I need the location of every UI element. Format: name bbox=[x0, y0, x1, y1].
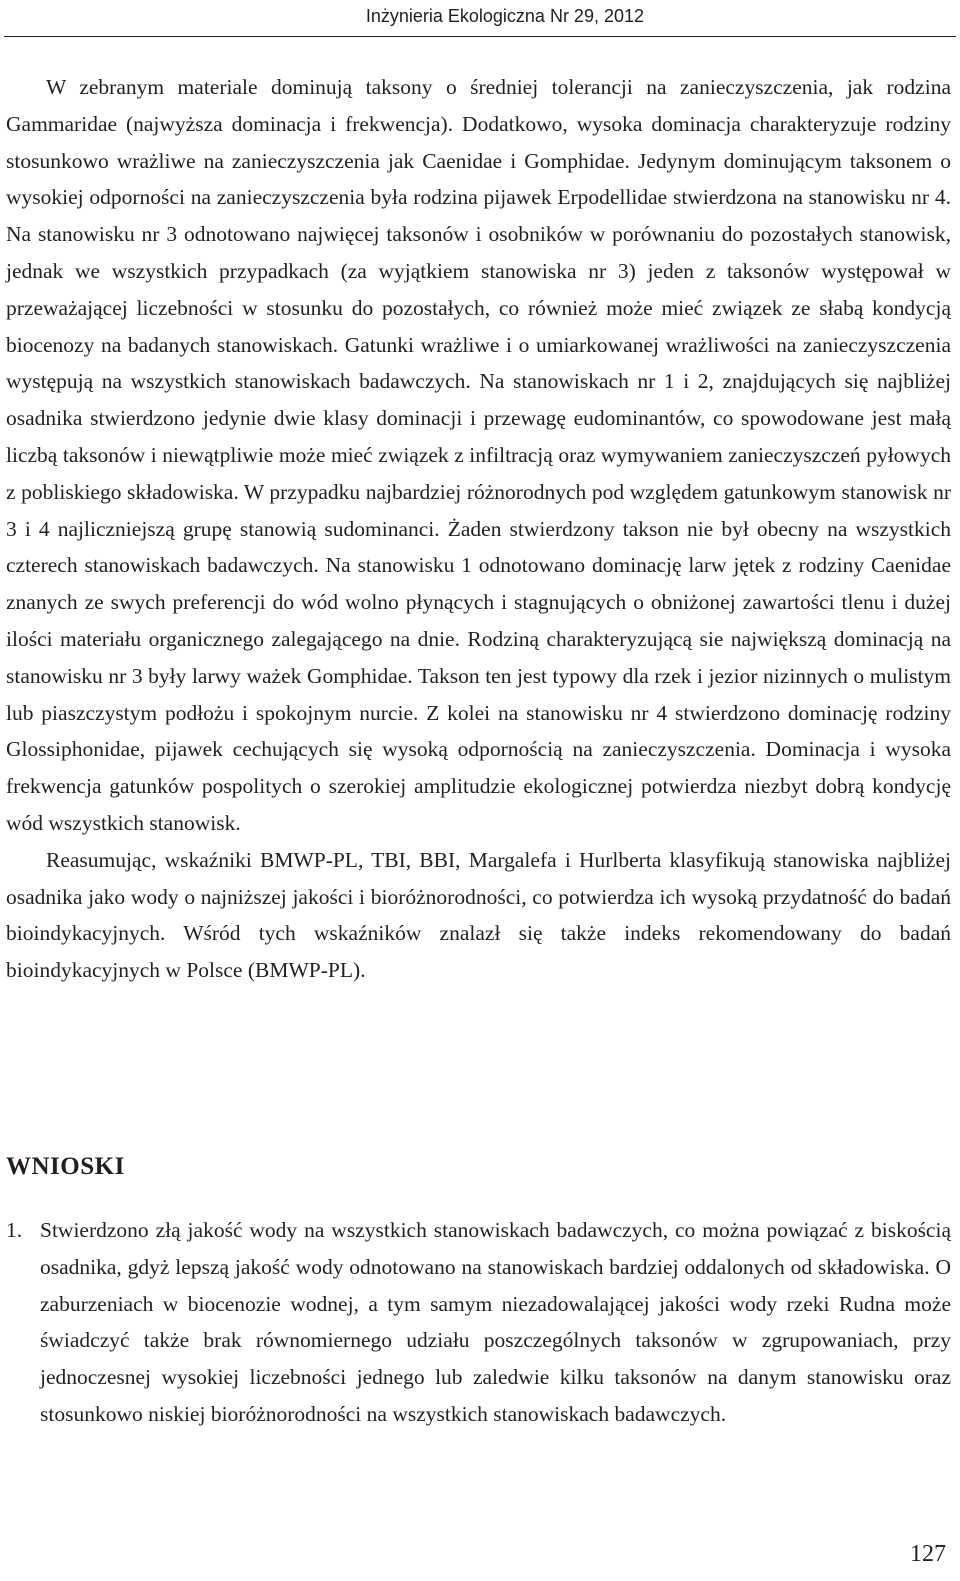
conclusion-number: 1. bbox=[6, 1218, 23, 1242]
body-text bbox=[6, 69, 951, 989]
conclusions-list bbox=[6, 1212, 951, 1433]
paragraph-summary: Reasumując, wskaźniki BMWP-PL, TBI, BBI, Margalefa i Hurlberta klasyfikują stanowiska najbliżej osadnika jako wody o najniższej jakości i bioróżnorodności, co potwierdza ich wysoką przydatność do badań bioindykacyjnych. Wśród tych wskaźników znalazł się także indeks rekomendowany do badań bioindykacyjnych w Polsce (BMWP-PL). bbox=[6, 847, 951, 983]
conclusion-item bbox=[6, 1212, 951, 1433]
header-rule bbox=[4, 36, 956, 37]
section-heading-conclusions: WNIOSKI bbox=[6, 1153, 125, 1180]
page-number: 127 bbox=[910, 1541, 946, 1567]
paragraph-discussion: W zebranym materiale dominują taksony o średniej tolerancji na zanieczyszczenia, jak rodzina Gammaridae (najwyższa dominacja i frekwencja). Dodatkowo, wysoka dominacja charakteryzuje rodziny stosunkowo wrażliwe na zanieczyszczenia jak Caenidae i Gomphidae. Jedynym dominującym taksonem o wysokiej odporności na zanieczyszczenia była rodzina pijawek Erpodellidae stwierdzona na stanowisku nr 4. Na stanowisku nr 3 odnotowano najwięcej taksonów i osobników w porównaniu do pozostałych stanowisk, jednak we wszystkich przypadkach (za wyjątkiem stanowiska nr 3) jeden z taksonów występował w przeważającej liczebności w stosunku do pozostałych, co również może mieć związek ze słabą kondycją biocenozy na badanych stanowiskach. Gatunki wrażliwe i o umiarkowanej wrażliwości na zanieczyszczenia występują na wszystkich stanowiskach badawczych. Na stanowiskach nr 1 i 2, znajdujących się najbliżej osadnika stwierdzono jedynie dwie klasy dominacji i przewagę eudominantów, co spowodowane jest małą liczbą taksonów i niewątpliwie może mieć związek z infiltracją oraz wymywaniem zanieczyszczeń pyłowych z pobliskiego składowiska. W przypadku najbardziej różnorodnych pod względem gatunkowym stanowisk nr 3 i 4 najliczniejszą grupę stanowią sudominanci. Żaden stwierdzony takson nie był obecny na wszystkich czterech stanowiskach badawczych. Na stanowisku 1 odnotowano dominację larw jętek z rodziny Caenidae znanych ze swych preferencji do wód wolno płynących i stagnujących o obniżonej zawartości tlenu i dużej ilości materiału organicznego zalegającego na dnie. Rodziną charakteryzującą sie największą dominacją na stanowisku nr 3 były larwy ważek Gomphidae. Takson ten jest typowy dla rzek i jezior nizinnych o mulistym lub piaszczystym podłożu i spokojnym nurcie. Z kolei na stanowisku nr 4 stwierdzono dominację rodziny Glossiphonidae, pijawek cechujących się wysoką odpornością na zanieczyszczenia. Dominacja i wysoka frekwencja gatunków pospolitych o szerokiej amplitudzie ekologicznej potwierdza niezbyt dobrą kondycję wód wszystkich stanowisk. bbox=[6, 75, 951, 835]
conclusion-text: Stwierdzono złą jakość wody na wszystkich stanowiskach badawczych, co można powiązać z biskością osadnika, gdyż lepszą jakość wody odnotowano na stanowiskach bardziej oddalonych od składowiska. O zaburzeniach w biocenozie wodnej, a tym samym niezadowalającej jakości wody rzeki Rudna może świadczyć także brak równomiernego udziału poszczególnych taksonów w zgrupowaniach, przy jednoczesnej wysokiej liczebności jednego lub zaledwie kilku taksonów na danym stanowisku oraz stosunkowo niskiej bioróżnorodności na wszystkich stanowiskach badawczych. bbox=[40, 1218, 951, 1426]
running-header: Inżynieria Ekologiczna Nr 29, 2012 bbox=[365, 6, 644, 26]
